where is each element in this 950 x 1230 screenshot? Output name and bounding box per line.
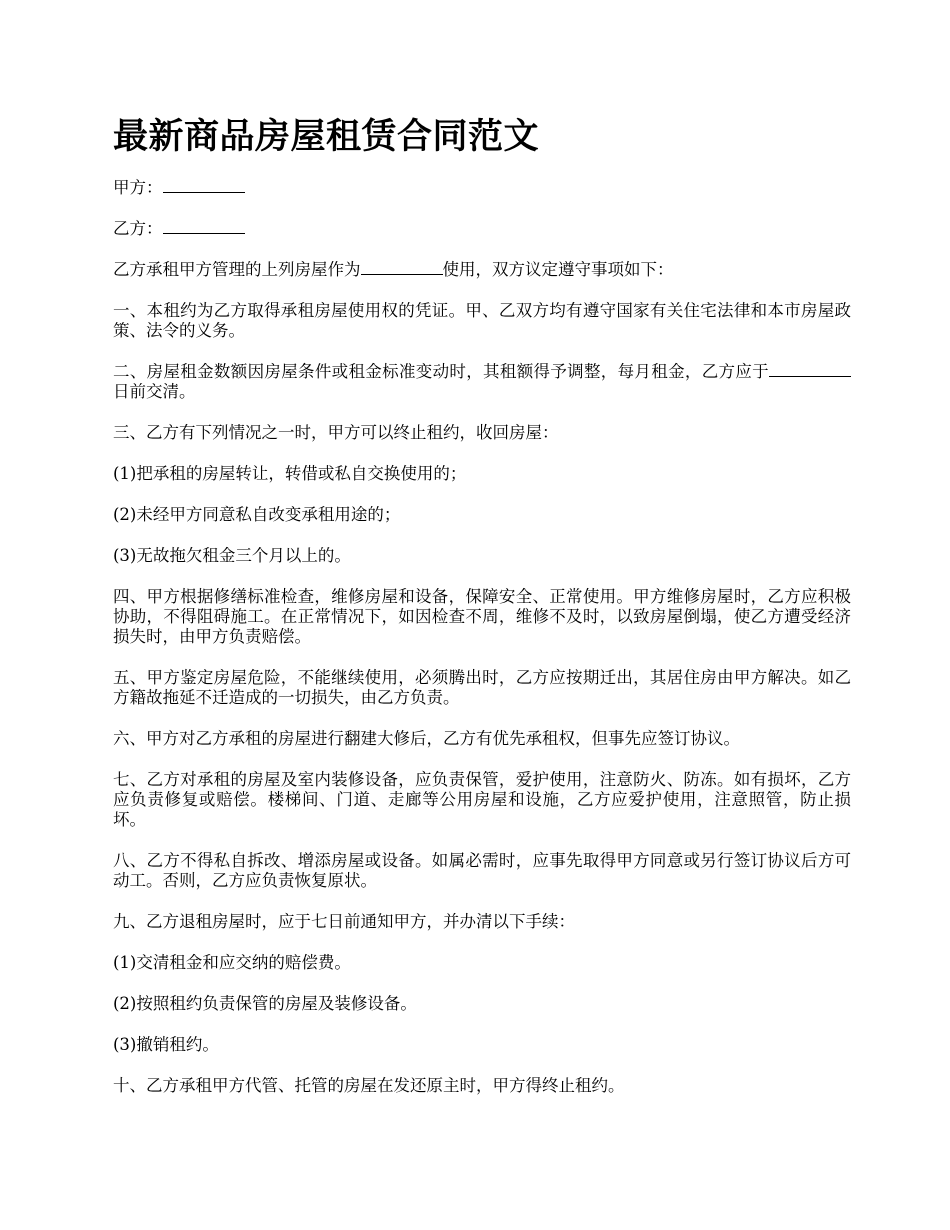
clause-9: 九、乙方退租房屋时，应于七日前通知甲方，并办清以下手续： xyxy=(113,912,575,931)
clause-10: 十、乙方承租甲方代管、托管的房屋在发还原主时，甲方得终止租约。 xyxy=(113,1076,625,1095)
intro-text-before: 乙方承租甲方管理的上列房屋作为 xyxy=(113,260,361,279)
payment-date-blank xyxy=(769,362,851,377)
party-b-blank xyxy=(163,219,245,234)
clause-4: 四、甲方根据修缮标准检查，维修房屋和设备，保障安全、正常使用。甲方维修房屋时，乙方应积极协助，不得阻碍施工。在正常情况下，如因检查不周，维修不及时，以致房屋倒塌，使乙方遭受经济损失时，由甲方负责赔偿。 xyxy=(113,587,851,646)
usage-blank xyxy=(361,260,443,275)
clause-2-text-after: 日前交清。 xyxy=(113,382,196,401)
clause-3-item-1: (1)把承租的房屋转让，转借或私自交换使用的； xyxy=(113,464,467,483)
clause-2-text-before: 二、房屋租金数额因房屋条件或租金标准变动时，其租额得予调整，每月租金，乙方应于 xyxy=(113,362,769,381)
clause-6: 六、甲方对乙方承租的房屋进行翻建大修后，乙方有优先承租权，但事先应签订协议。 xyxy=(113,729,740,748)
clause-9-item-2: (2)按照租约负责保管的房屋及装修设备。 xyxy=(113,994,417,1013)
intro-text-after: 使用，双方议定遵守事项如下： xyxy=(442,260,674,279)
clause-7: 七、乙方对承租的房屋及室内装修设备，应负责保管，爱护使用，注意防火、防冻。如有损坏，乙方应负责修复或赔偿。楼梯间、门道、走廊等公用房屋和设施，乙方应爱护使用，注意照管，防止损坏。 xyxy=(113,770,851,829)
clause-8: 八、乙方不得私自拆改、增添房屋或设备。如属必需时，应事先取得甲方同意或另行签订协议后方可动工。否则，乙方应负责恢复原状。 xyxy=(113,851,851,890)
clause-3-item-2: (2)未经甲方同意私自改变承租用途的； xyxy=(113,505,401,524)
clause-1: 一、本租约为乙方取得承租房屋使用权的凭证。甲、乙双方均有遵守国家有关住宅法律和本市房屋政策、法令的义务。 xyxy=(113,301,851,340)
party-b-line xyxy=(113,219,851,239)
clause-9-item-3: (3)撤销租约。 xyxy=(113,1035,219,1054)
party-a-blank xyxy=(163,178,245,193)
clause-5: 五、甲方鉴定房屋危险，不能继续使用，必须腾出时，乙方应按期迁出，其居住房由甲方解决。如乙方籍故拖延不迁造成的一切损失，由乙方负责。 xyxy=(113,668,851,707)
party-b-label: 乙方： xyxy=(113,219,163,238)
clause-9-item-1: (1)交清租金和应交纳的赔偿费。 xyxy=(113,953,351,972)
party-a-label: 甲方： xyxy=(113,178,163,197)
document-body xyxy=(113,178,851,1117)
clause-2 xyxy=(113,362,851,402)
document-title: 最新商品房屋租赁合同范文 xyxy=(113,116,540,157)
clause-3: 三、乙方有下列情况之一时，甲方可以终止租约，收回房屋： xyxy=(113,423,559,442)
intro-paragraph xyxy=(113,260,851,280)
clause-3-item-3: (3)无故拖欠租金三个月以上的。 xyxy=(113,546,351,565)
party-a-line xyxy=(113,178,851,198)
